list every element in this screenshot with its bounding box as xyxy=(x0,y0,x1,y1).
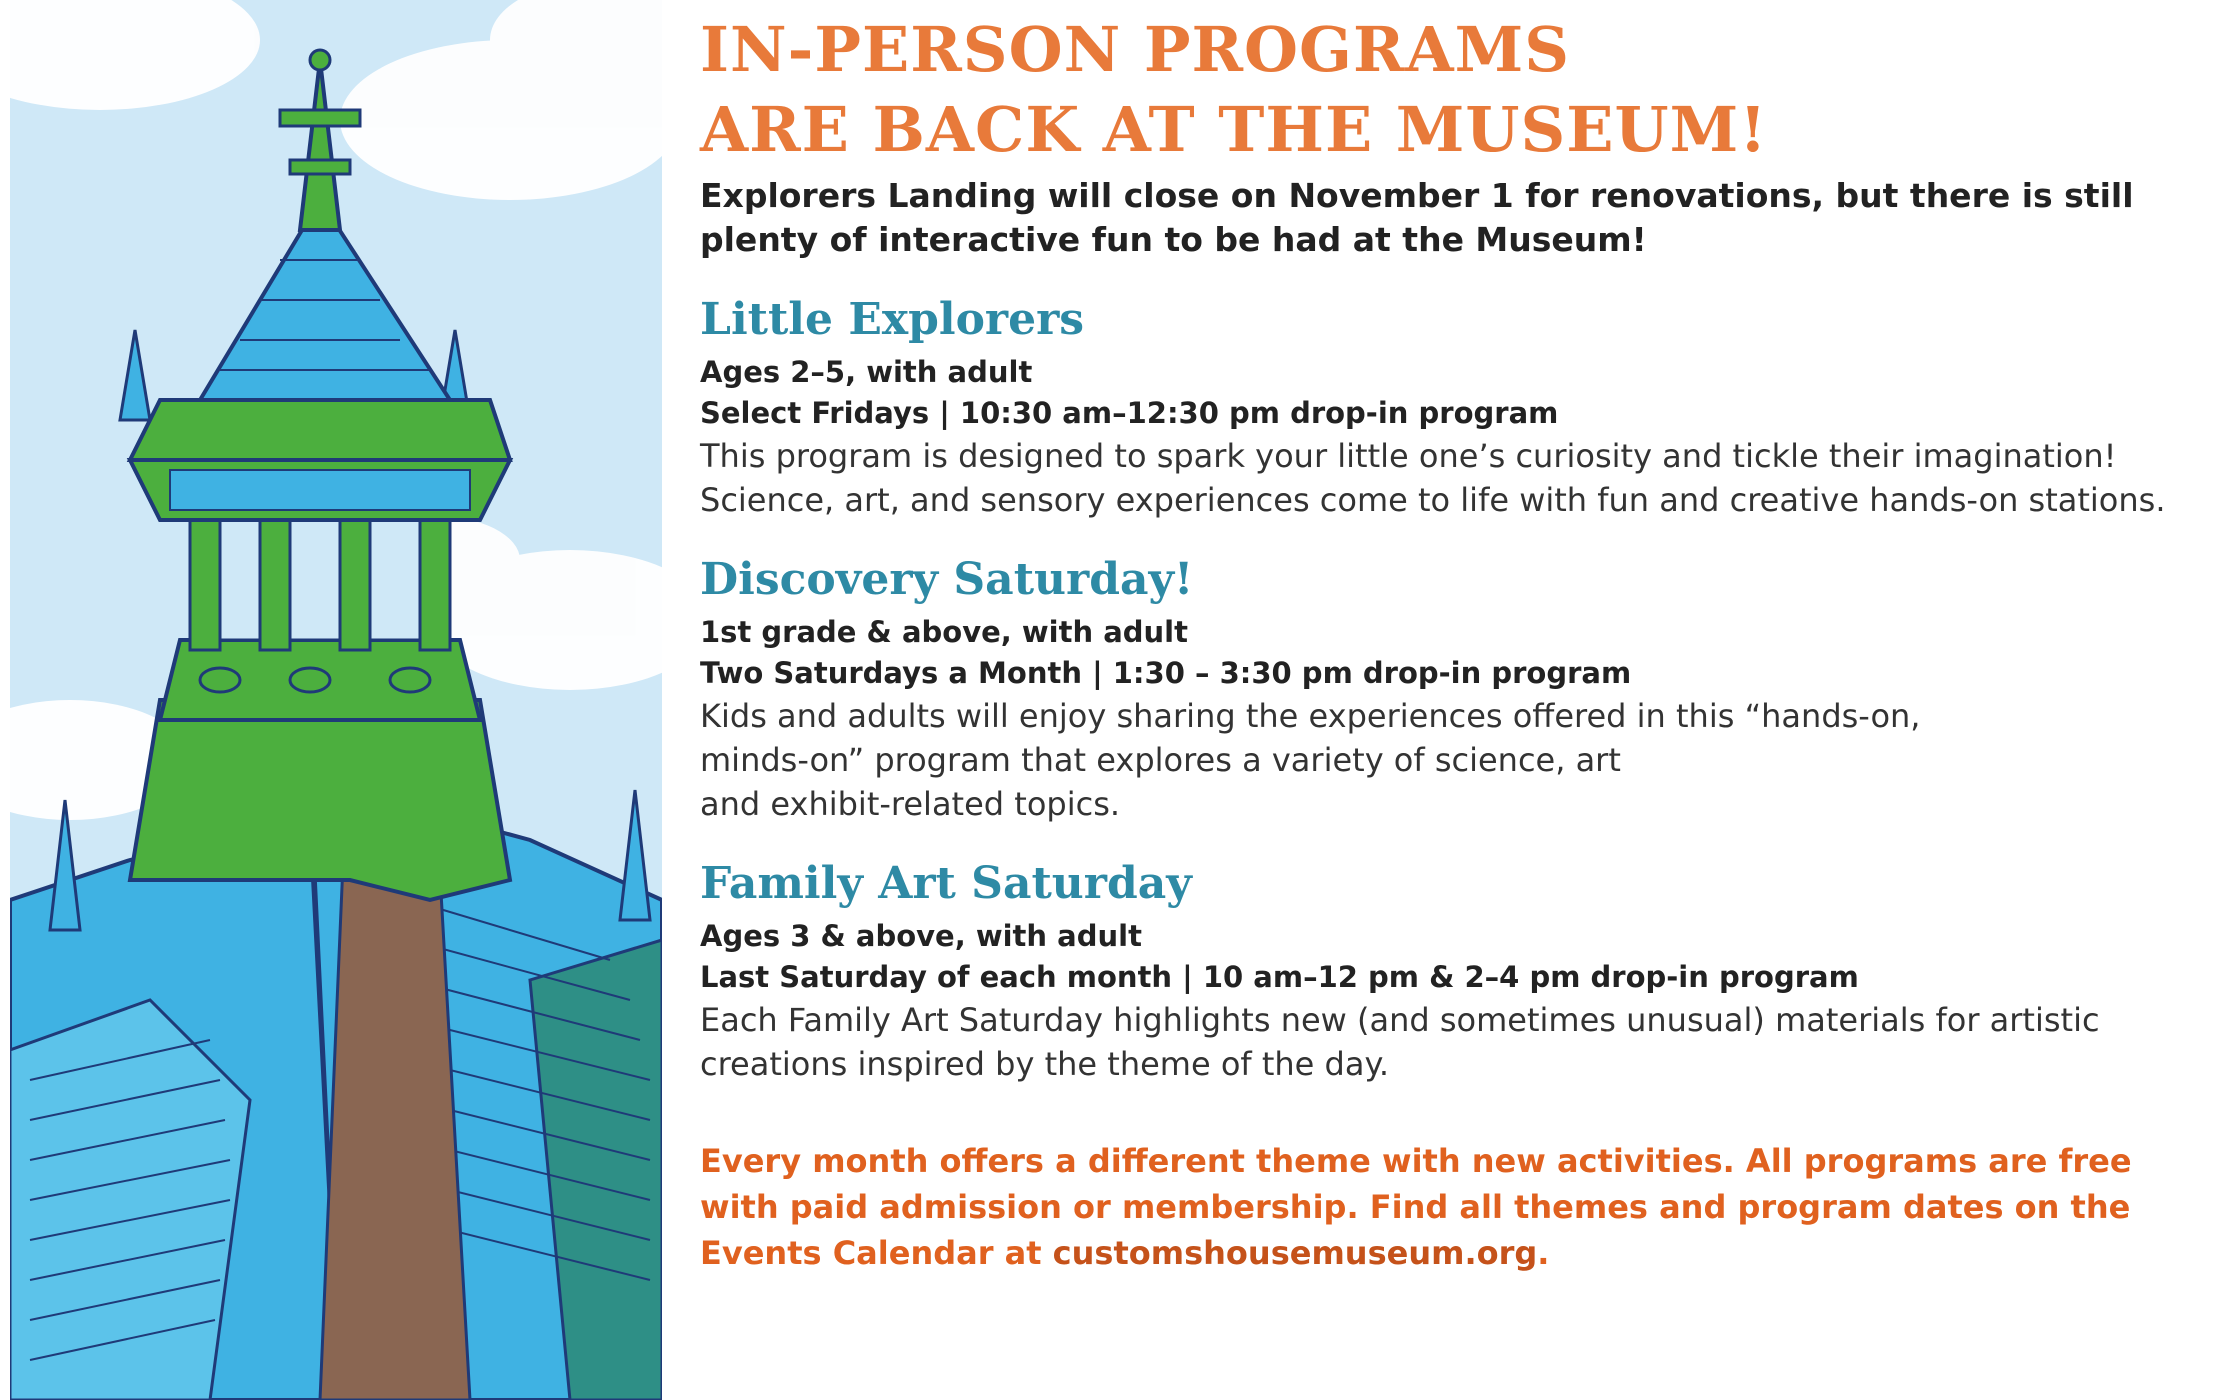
headline-line-2: ARE BACK AT THE MUSEUM! xyxy=(700,93,1768,166)
program-schedule: Last Saturday of each month | 10 am–12 pm & 2–4 pm drop-in program xyxy=(700,960,1859,994)
program-discovery-saturday xyxy=(700,552,2200,826)
footer-text: Every month offers a different theme with new activities. All programs are free with paid admission or membership. Find all themes and program dates on the Events Calendar at xyxy=(700,1142,2132,1272)
program-audience: 1st grade & above, with adult xyxy=(700,615,1188,649)
museum-tower-illustration xyxy=(10,0,662,1400)
footer-end: . xyxy=(1537,1234,1550,1272)
headline-line-1: IN-PERSON PROGRAMS xyxy=(700,13,1570,86)
museum-clock-tower-icon xyxy=(10,0,662,1400)
program-description-line: and exhibit-related topics. xyxy=(700,785,1121,823)
program-title: Family Art Saturday xyxy=(700,858,1192,909)
program-description-line: Kids and adults will enjoy sharing the experiences offered in this “hands-on, xyxy=(700,697,1921,735)
website-link[interactable]: customshousemuseum.org xyxy=(1052,1234,1538,1272)
program-title: Discovery Saturday! xyxy=(700,554,1194,605)
program-description: This program is designed to spark your little one’s curiosity and tickle their imagination! Science, art, and sensory experiences come to life with fun and creative hands-on stations. xyxy=(700,437,2166,519)
footer-note xyxy=(700,1138,2180,1276)
program-announcement xyxy=(700,0,2200,1276)
page-title xyxy=(700,0,2200,170)
program-audience: Ages 3 & above, with adult xyxy=(700,919,1142,953)
intro-text: Explorers Landing will close on November 1 for renovations, but there is still plenty of interactive fun to be had at the Museum! xyxy=(700,176,2134,259)
program-title: Little Explorers xyxy=(700,294,1085,345)
program-audience: Ages 2–5, with adult xyxy=(700,355,1033,389)
program-schedule: Two Saturdays a Month | 1:30 – 3:30 pm drop-in program xyxy=(700,656,1632,690)
program-schedule: Select Fridays | 10:30 am–12:30 pm drop-in program xyxy=(700,396,1559,430)
program-description: Each Family Art Saturday highlights new (and sometimes unusual) materials for artistic creations inspired by the theme of the day. xyxy=(700,1001,2100,1083)
program-family-art-saturday xyxy=(700,856,2200,1086)
program-description-line: minds-on” program that explores a variety of science, art xyxy=(700,741,1621,779)
program-little-explorers xyxy=(700,292,2200,522)
